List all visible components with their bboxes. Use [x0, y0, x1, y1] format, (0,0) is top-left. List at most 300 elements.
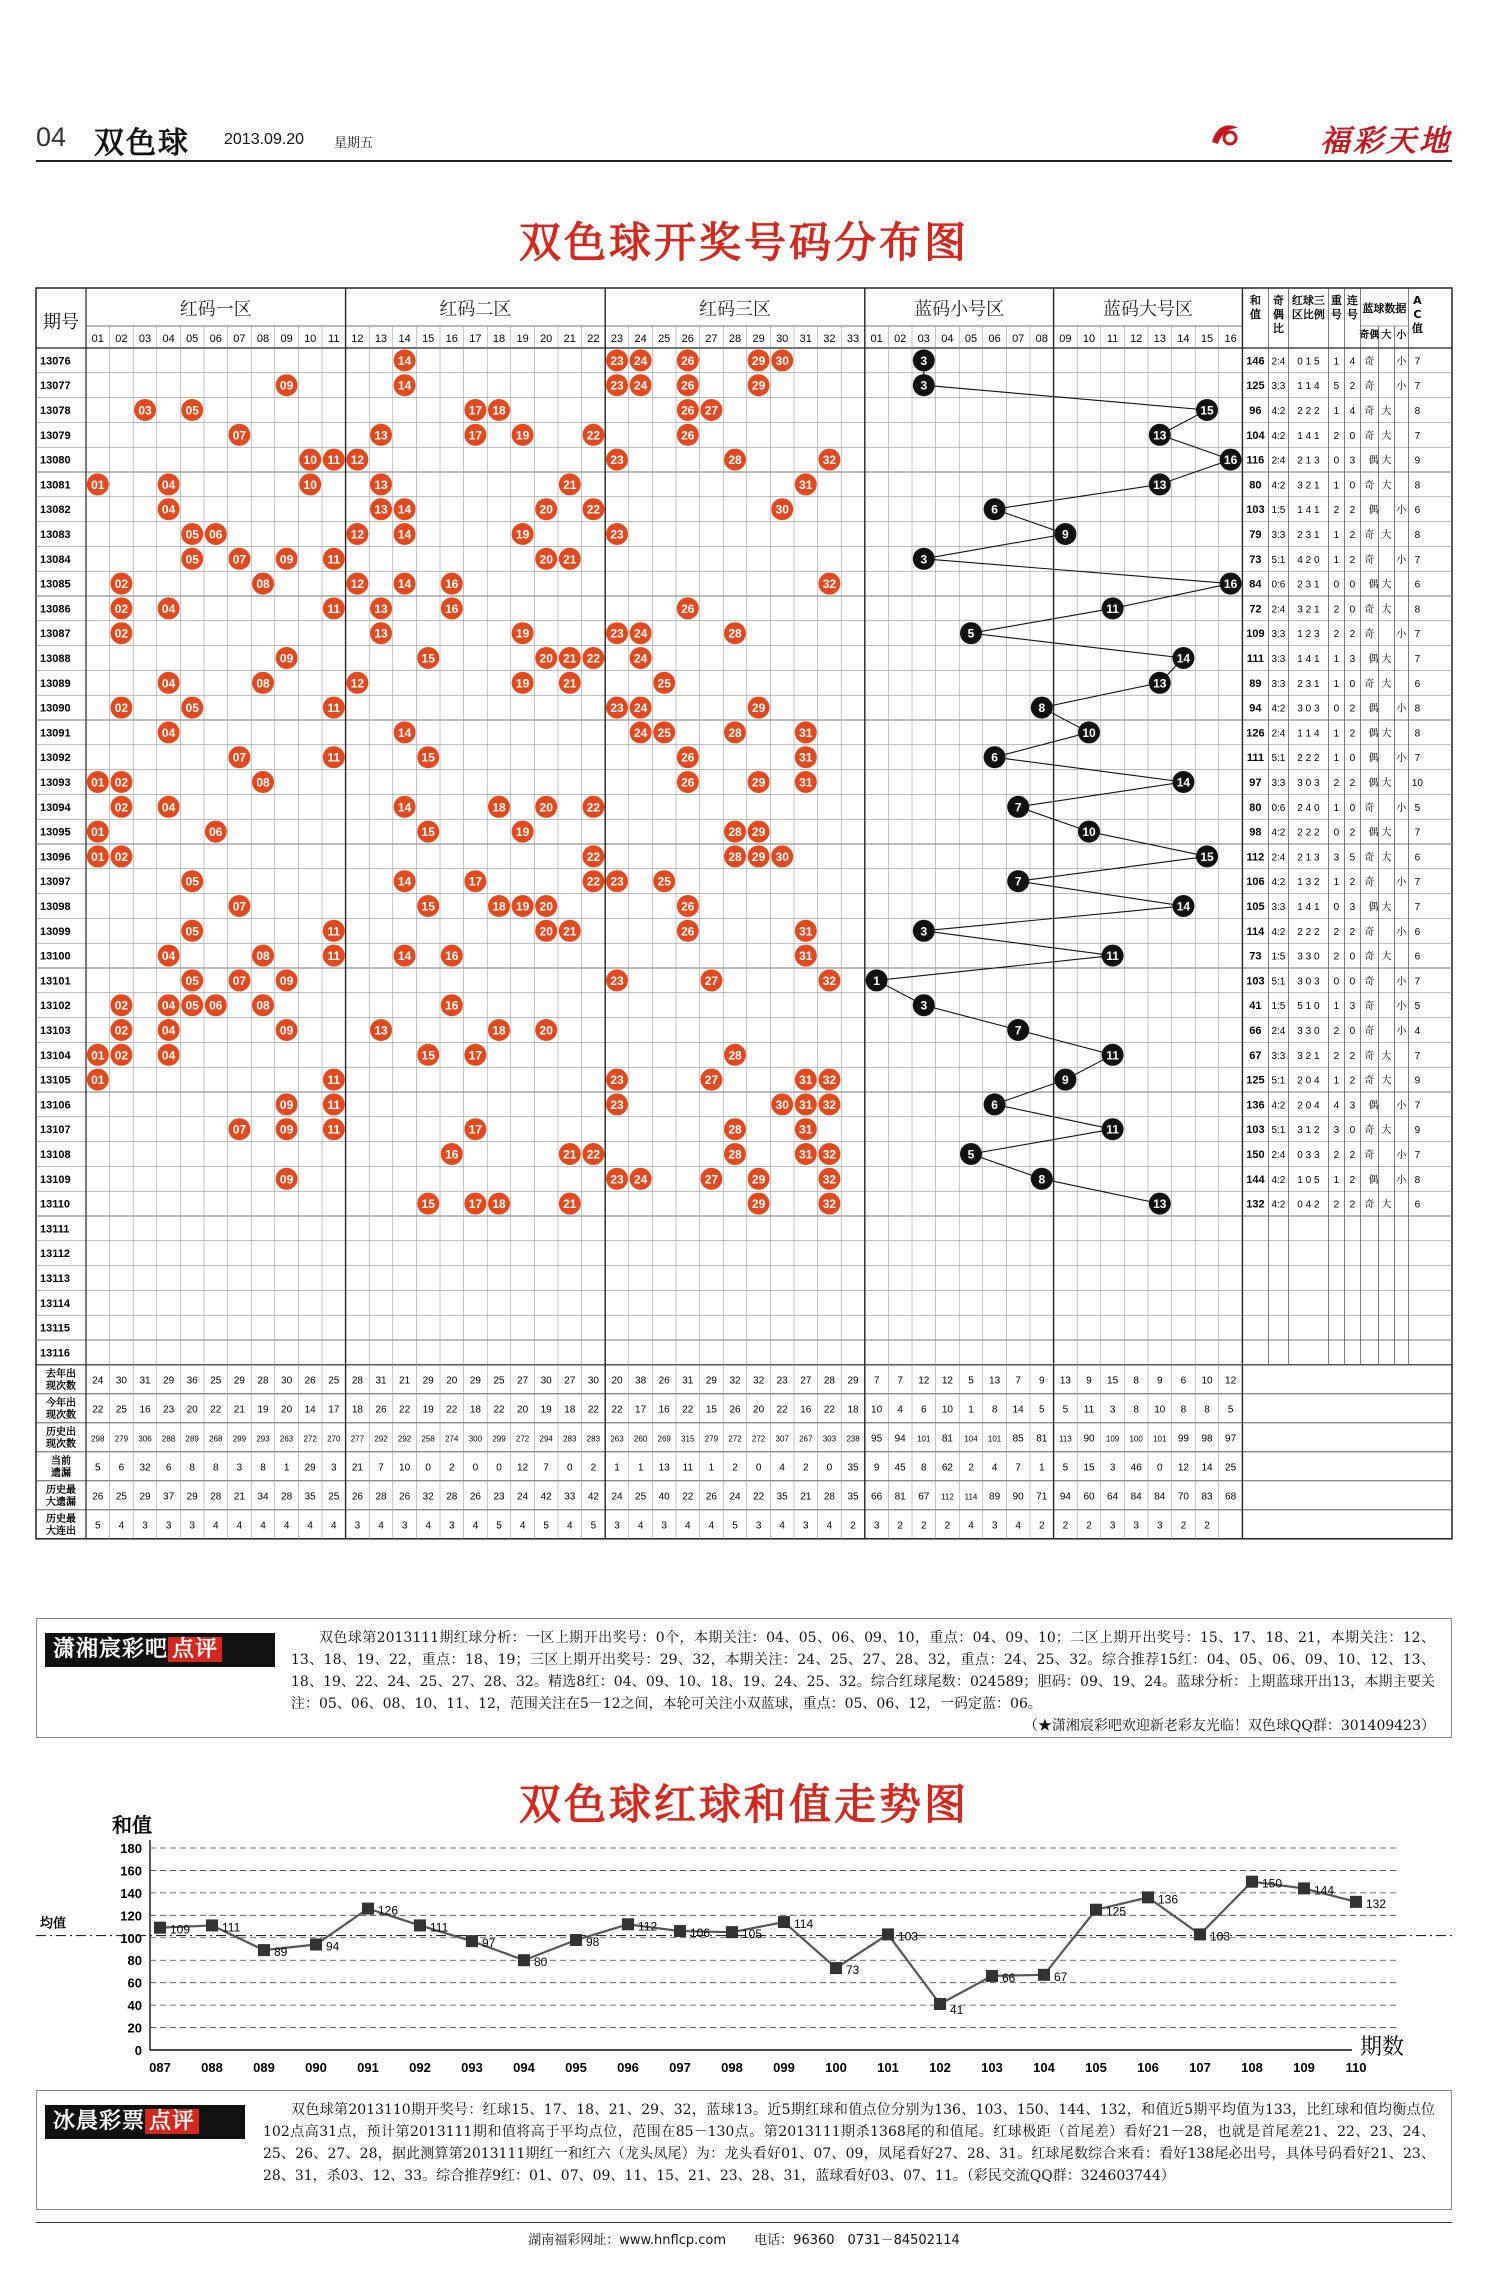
summary-cell: 258	[421, 1434, 435, 1444]
red-ball-number: 28	[728, 453, 742, 468]
summary-cell: 29	[705, 1375, 717, 1387]
trend-xtick: 103	[981, 2060, 1003, 2075]
trend-xtick: 093	[461, 2060, 483, 2075]
blue-ball-number: 7	[1014, 800, 1022, 815]
red-ball-number: 10	[303, 453, 317, 468]
stat-cell: 小	[1396, 802, 1407, 814]
summary-label: 大连出	[46, 1525, 76, 1537]
red-ball-number: 32	[822, 1073, 837, 1088]
summary-cell: 24	[92, 1375, 104, 1387]
comment1-badge-hl: 点评	[168, 1637, 222, 1662]
stat-cell: 105	[1246, 901, 1265, 913]
blue-ball-number: 3	[920, 998, 928, 1013]
red-ball-number: 21	[563, 676, 577, 691]
stat-cell: 大	[1381, 827, 1392, 839]
summary-cell: 31	[682, 1375, 694, 1387]
summary-cell: 4	[283, 1520, 290, 1532]
summary-cell: 5	[1062, 1404, 1069, 1416]
trend-ytick: 80	[127, 1953, 142, 1969]
stat-cell: 小	[1396, 976, 1407, 988]
red-ball-number: 24	[633, 651, 648, 666]
red-ball-number: 23	[610, 378, 624, 393]
red-ball-number: 22	[586, 502, 601, 517]
trend-point	[414, 1919, 426, 1931]
stat-cell: 7	[1414, 381, 1421, 393]
stat-cell: 1	[1333, 480, 1340, 492]
summary-cell: 38	[635, 1375, 647, 1387]
red-ball-number: 24	[633, 378, 648, 393]
summary-label: 历史出	[46, 1426, 76, 1438]
summary-cell: 28	[823, 1491, 835, 1503]
stat-cell: 3	[1349, 902, 1356, 913]
red-ball-number: 02	[114, 701, 129, 716]
red-ball-number: 18	[492, 403, 506, 418]
summary-cell: 279	[114, 1434, 129, 1444]
stat-cell: 奇	[1364, 877, 1375, 889]
summary-cell: 12	[517, 1462, 529, 1474]
red-ball-number: 01	[91, 775, 105, 790]
stat-cell: 2	[1333, 1050, 1340, 1062]
column-number: 33	[846, 333, 860, 345]
stat-cell: 2 3 1	[1297, 678, 1320, 690]
red-ball-number: 08	[256, 775, 270, 790]
summary-cell: 0	[472, 1462, 479, 1474]
summary-cell: 4	[307, 1520, 313, 1532]
red-ball-number: 21	[563, 1197, 577, 1212]
summary-cell: 260	[633, 1434, 648, 1444]
blue-ball-number: 6	[991, 502, 998, 517]
summary-cell: 21	[800, 1491, 812, 1503]
stat-cell: 66	[1249, 1025, 1262, 1037]
stat-cell: 1 1 4	[1297, 728, 1320, 740]
blue-ball-number: 3	[920, 378, 928, 393]
stat-cell: 0	[1333, 703, 1340, 715]
red-ball-number: 23	[610, 353, 624, 368]
summary-cell: 298	[91, 1434, 105, 1444]
red-ball-number: 17	[468, 403, 483, 418]
summary-cell: 300	[468, 1434, 483, 1444]
stat-cell: 3	[1333, 1125, 1340, 1137]
summary-cell: 42	[540, 1491, 552, 1503]
stat-cell: 2	[1333, 951, 1340, 963]
stat-cell: 104	[1246, 429, 1265, 442]
stat-cell: 奇	[1364, 802, 1375, 814]
red-ball-number: 05	[185, 998, 199, 1013]
red-ball-number: 18	[492, 1023, 506, 1038]
red-ball-number: 04	[161, 1023, 176, 1038]
summary-cell: 3	[189, 1520, 195, 1532]
column-number: 32	[823, 333, 836, 345]
blue-sub-header: 大	[1381, 330, 1392, 341]
summary-label: 历史最	[46, 1513, 76, 1525]
stat-cell: 偶	[1368, 902, 1379, 913]
red-ball-number: 23	[610, 701, 624, 716]
column-number: 06	[988, 333, 1001, 345]
summary-cell: 13	[989, 1375, 1001, 1387]
red-ball-number: 32	[822, 1172, 837, 1187]
issue-cell: 13113	[40, 1273, 70, 1285]
stat-header: 奇	[1272, 294, 1284, 307]
stat-cell: 1 2 3	[1297, 629, 1320, 641]
stat-cell: 7	[1414, 430, 1421, 442]
blue-sub-header: 奇偶	[1359, 330, 1380, 341]
comment2-badge-hl: 点评	[145, 2109, 199, 2134]
trend-point-label: 89	[274, 1945, 288, 1960]
red-ball-number: 20	[539, 924, 553, 939]
summary-cell: 6	[118, 1462, 125, 1474]
stat-cell: 3	[1349, 455, 1356, 467]
summary-cell: 21	[233, 1404, 245, 1416]
summary-cell: 22	[399, 1404, 411, 1416]
trend-xtick: 109	[1293, 2060, 1315, 2075]
red-ball-number: 24	[633, 626, 648, 641]
red-ball-number: 01	[91, 825, 105, 840]
stat-header: 红球三	[1291, 294, 1325, 307]
red-ball-number: 08	[256, 577, 270, 592]
red-ball-number: 11	[327, 1097, 341, 1112]
trend-point-label: 105	[742, 1927, 763, 1942]
trend-ytick: 160	[120, 1863, 142, 1879]
grid-frame	[36, 288, 1452, 1539]
stat-header: C	[1413, 308, 1422, 321]
trend-ytick: 120	[120, 1908, 142, 1924]
trend-point	[726, 1926, 738, 1938]
red-ball-number: 11	[327, 601, 341, 616]
trend-ytick: 20	[127, 2020, 142, 2036]
summary-cell: 26	[399, 1491, 411, 1503]
summary-label: 去年出	[46, 1368, 76, 1380]
summary-cell: 84	[1130, 1491, 1142, 1503]
stat-cell: 114	[1246, 925, 1265, 938]
summary-cell: 277	[350, 1434, 365, 1444]
summary-cell: 20	[186, 1404, 198, 1416]
trend-point	[466, 1935, 478, 1947]
summary-cell: 25	[493, 1375, 505, 1387]
blue-ball-number: 13	[1153, 676, 1167, 691]
stat-cell: 79	[1249, 529, 1262, 541]
summary-cell: 263	[279, 1434, 294, 1444]
red-ball-number: 14	[397, 502, 412, 517]
trend-point-label: 125	[1106, 1904, 1127, 1919]
red-ball-number: 24	[633, 1172, 648, 1187]
trend-point-label: 114	[794, 1917, 814, 1932]
column-number: 13	[374, 333, 388, 345]
summary-cell: 4	[826, 1520, 833, 1532]
stat-cell: 小	[1396, 629, 1407, 641]
summary-cell: 299	[492, 1434, 506, 1444]
red-ball-number: 09	[279, 1023, 294, 1038]
summary-cell: 4	[260, 1520, 266, 1532]
summary-cell: 5	[95, 1520, 101, 1532]
stat-cell: 小	[1396, 1026, 1407, 1037]
red-ball-number: 19	[515, 825, 530, 840]
stat-cell: 0	[1349, 579, 1356, 591]
red-ball-number: 07	[232, 428, 247, 443]
stat-cell: 大	[1381, 654, 1392, 665]
stat-cell: 0 1 5	[1297, 356, 1320, 368]
stat-cell: 103	[1246, 975, 1265, 988]
summary-cell: 269	[657, 1434, 671, 1444]
stat-cell: 6	[1414, 579, 1421, 591]
trend-point-label: 150	[1262, 1876, 1283, 1891]
summary-cell: 8	[260, 1462, 266, 1474]
stat-cell: 5	[1349, 852, 1356, 864]
summary-cell: 25	[1225, 1462, 1237, 1474]
stat-header: 偶	[1272, 308, 1284, 321]
stat-cell: 2 2 2	[1297, 926, 1320, 938]
issue-cell: 13079	[40, 429, 71, 442]
summary-cell: 2	[1204, 1520, 1210, 1532]
stat-cell: 小	[1396, 1100, 1407, 1112]
trend-point-label: 111	[222, 1920, 241, 1935]
stat-cell: 6	[1414, 505, 1421, 517]
summary-cell: 35	[847, 1462, 859, 1474]
summary-cell: 4	[378, 1520, 384, 1532]
red-ball-number: 14	[397, 378, 412, 393]
stat-cell: 5:1	[1271, 976, 1286, 988]
comment1-text	[291, 1627, 1435, 1737]
blue-ball-number: 11	[1106, 1048, 1119, 1063]
column-number: 14	[398, 333, 411, 345]
red-ball-number: 17	[468, 428, 483, 443]
red-ball-number: 02	[114, 601, 129, 616]
section-title: 双色球	[94, 126, 190, 161]
summary-cell: 22	[776, 1404, 788, 1416]
stat-cell: 2	[1333, 926, 1340, 938]
summary-cell: 6	[921, 1404, 927, 1416]
summary-cell: 3	[1109, 1404, 1116, 1416]
summary-cell: 7	[897, 1375, 903, 1387]
stat-cell: 94	[1249, 702, 1262, 715]
stat-cell: 7	[1414, 1150, 1421, 1161]
red-ball-number: 20	[539, 1023, 553, 1038]
stat-cell: 106	[1246, 876, 1265, 889]
red-ball-number: 31	[799, 750, 813, 765]
summary-cell: 22	[823, 1404, 835, 1416]
red-ball-number: 05	[185, 701, 199, 716]
red-ball-number: 32	[822, 1147, 837, 1162]
red-ball-number: 13	[374, 428, 388, 443]
summary-label: 历史最	[46, 1484, 76, 1496]
column-number: 12	[1130, 333, 1143, 345]
stat-cell: 1	[1333, 877, 1340, 889]
red-ball-number: 23	[610, 453, 624, 468]
zone-label: 蓝码大号区	[1103, 299, 1193, 320]
summary-label: 现次数	[46, 1409, 76, 1421]
issue-cell: 13108	[40, 1149, 71, 1161]
trend-point	[934, 1998, 946, 2010]
column-number: 04	[941, 333, 954, 345]
stat-cell: 3:3	[1271, 1050, 1286, 1062]
page-number: 04	[36, 122, 67, 152]
summary-cell: 6	[1180, 1375, 1187, 1387]
stat-cell: 奇	[1364, 1026, 1375, 1037]
summary-cell: 2	[897, 1520, 903, 1532]
blue-ball-number: 7	[1014, 1023, 1022, 1038]
column-number: 23	[610, 333, 624, 345]
stat-cell: 2	[1333, 604, 1340, 616]
issue-cell: 13100	[40, 950, 71, 963]
red-ball-number: 17	[468, 874, 483, 889]
blue-ball-number: 10	[1082, 725, 1096, 740]
red-ball-number: 04	[161, 502, 176, 517]
issue-cell: 13084	[40, 553, 71, 566]
trend-xtick: 095	[565, 2060, 587, 2075]
summary-cell: 94	[894, 1433, 906, 1445]
stat-cell: 5:1	[1271, 1125, 1286, 1137]
stat-cell: 2 4 0	[1297, 802, 1320, 814]
stat-cell: 7	[1414, 356, 1421, 368]
stat-cell: 8	[1414, 703, 1421, 715]
summary-cell: 283	[586, 1434, 601, 1444]
stat-cell: 奇	[1364, 480, 1375, 492]
issue-cell: 13076	[40, 355, 71, 368]
column-number: 07	[233, 333, 246, 345]
stat-cell: 1	[1333, 530, 1340, 541]
column-number: 14	[1177, 333, 1190, 345]
summary-cell: 2	[449, 1462, 455, 1474]
trend-point-label: 144	[1314, 1883, 1335, 1898]
red-ball-number: 05	[185, 924, 199, 939]
stat-cell: 2	[1349, 703, 1356, 715]
red-ball-number: 08	[256, 998, 270, 1013]
stat-cell: 3 2 1	[1297, 604, 1320, 616]
column-number: 26	[681, 333, 694, 345]
red-ball-number: 10	[303, 477, 317, 492]
red-ball-number: 04	[161, 676, 176, 691]
stat-cell: 4	[1414, 1026, 1421, 1037]
red-ball-number: 06	[209, 825, 223, 840]
stat-cell: 奇	[1364, 406, 1375, 417]
stat-cell: 2	[1333, 1026, 1340, 1037]
stat-cell: 奇	[1364, 356, 1375, 368]
summary-cell: 3	[1133, 1520, 1139, 1532]
summary-cell: 104	[964, 1434, 978, 1444]
red-ball-number: 31	[799, 775, 813, 790]
red-ball-number: 22	[586, 428, 601, 443]
issue-cell: 13112	[40, 1248, 70, 1261]
stat-cell: 0 4 2	[1297, 1199, 1320, 1211]
red-ball-number: 15	[421, 825, 435, 840]
blue-ball-number: 5	[967, 626, 975, 641]
summary-cell: 29	[139, 1491, 151, 1503]
red-ball-number: 25	[657, 874, 671, 889]
stat-cell: 6	[1414, 926, 1421, 938]
issue-cell: 13077	[40, 380, 71, 393]
summary-cell: 2	[850, 1520, 856, 1532]
stat-cell: 偶	[1368, 827, 1379, 839]
stat-cell: 7	[1414, 827, 1421, 839]
stat-cell: 奇	[1364, 1075, 1375, 1087]
column-number: 22	[587, 333, 600, 345]
stat-cell: 2	[1349, 530, 1356, 541]
comment2-body: 双色球第2013110期开奖号：红球15、17、18、21、29、32，蓝球13。近5期红球和值点位分别为136、103、150、144、132，和值近5期平均值为133，比红球和值均衡点位102点高31点，预计第2013111期和值将高于平均点位，范围在85－130点。第2013111期杀1368尾的和值尾。红球极距（首尾差）看好21－28，也就是首尾差21、22、23、24、25、26、27、28，据此测算第2013111期红一和红六（龙头凤尾）为：龙头看好01、07、09，凤尾看好27、28、31。红球尾数综合来看：看好138尾必出号，具体号码看好21、23、28、31，杀03、12、33。综合推荐9红：01、07、09、11、15、21、23、28、31，蓝球看好03、07、11。（彩民交流QQ群：324603744）	[263, 2102, 1435, 2184]
summary-cell: 15	[1107, 1375, 1119, 1387]
summary-cell: 14	[1201, 1462, 1213, 1474]
summary-cell: 26	[304, 1375, 316, 1387]
stat-cell: 偶	[1368, 753, 1379, 765]
stat-cell: 136	[1246, 1099, 1265, 1112]
red-ball-number: 11	[327, 701, 341, 716]
summary-cell: 35	[304, 1491, 316, 1503]
stat-cell: 111	[1246, 653, 1264, 665]
stat-cell: 0	[1333, 827, 1340, 839]
summary-cell: 272	[303, 1434, 317, 1444]
summary-cell: 3	[873, 1520, 880, 1532]
trend-point	[674, 1925, 686, 1937]
issue-cell: 13094	[40, 801, 71, 814]
issue-cell: 13111	[40, 1223, 70, 1236]
stat-cell: 大	[1381, 480, 1392, 492]
stat-cell: 7	[1414, 1100, 1421, 1112]
trend-point	[518, 1954, 530, 1966]
summary-cell: 1	[708, 1462, 715, 1474]
summary-cell: 94	[1059, 1491, 1071, 1503]
summary-cell: 3	[449, 1520, 455, 1532]
red-ball-number: 19	[515, 626, 530, 641]
red-ball-number: 11	[327, 1073, 341, 1088]
summary-cell: 268	[209, 1434, 223, 1444]
issue-cell: 13085	[40, 578, 71, 591]
column-number: 24	[634, 333, 647, 345]
red-ball-number: 07	[232, 973, 247, 988]
red-ball-number: 15	[421, 1197, 435, 1212]
stat-cell: 2 2 2	[1297, 753, 1320, 765]
red-ball-number: 26	[681, 428, 695, 443]
summary-cell: 32	[753, 1375, 765, 1387]
stat-cell: 2	[1349, 1150, 1356, 1161]
page-footer	[36, 2222, 1452, 2248]
red-ball-number: 06	[209, 998, 223, 1013]
summary-cell: 11	[682, 1462, 693, 1474]
stat-cell: 3 3 0	[1297, 1026, 1320, 1037]
red-ball-number: 32	[822, 1197, 837, 1212]
red-ball-number: 32	[822, 577, 837, 592]
stat-cell: 7	[1414, 976, 1421, 988]
comment1-body: 双色球第2013111期红球分析：一区上期开出奖号：0个，本期关注：04、05、06、09、10，重点：04、09、10；二区上期开出奖号：15、17、18、21，本期关注：12、13、18、19、22，重点：18、19；三区上期开出奖号：29、32，本期关注：24、25、27、28、32，重点：24、25、32。综合推荐15红：04、05、06、09、10、12、13、18、19、22、24、25、27、28、32。精选8红：04、09、10、18、19、24、25、32。综合红球尾数：024589；胆码：09、19、24。蓝球分析：上期蓝球开出13，本期主要关注：05、06、08、10、11、12，范围关注在5－12之间，本轮可关注小双蓝球，重点：05、06、12，一码定蓝：06。	[291, 1630, 1435, 1712]
blue-ball-number: 3	[920, 552, 928, 567]
column-number: 15	[1200, 333, 1214, 345]
red-ball-number: 29	[751, 353, 766, 368]
trend-point	[1142, 1891, 1154, 1903]
stat-cell: 小	[1396, 877, 1407, 889]
summary-cell: 9	[1086, 1375, 1092, 1387]
summary-cell: 28	[281, 1491, 293, 1503]
summary-cell: 5	[1039, 1404, 1045, 1416]
red-ball-number: 02	[114, 775, 129, 790]
issue-cell: 13086	[40, 603, 71, 616]
issue-cell: 13116	[40, 1347, 70, 1360]
trend-xtick: 102	[929, 2060, 951, 2075]
issue-cell: 13083	[40, 529, 71, 541]
summary-cell: 2	[921, 1520, 927, 1532]
stat-cell: 1 3 2	[1297, 877, 1320, 889]
stat-cell: 大	[1381, 778, 1392, 789]
summary-cell: 8	[213, 1462, 219, 1474]
column-number: 13	[1153, 333, 1166, 345]
red-ball-number: 26	[681, 750, 695, 765]
summary-cell: 5	[496, 1520, 502, 1532]
red-ball-number: 11	[327, 949, 341, 964]
summary-cell: 20	[611, 1375, 623, 1387]
red-ball-number: 07	[232, 750, 247, 765]
summary-cell: 113	[1059, 1434, 1072, 1444]
summary-cell: 306	[138, 1434, 152, 1444]
red-ball-number: 21	[563, 1147, 577, 1162]
stat-cell: 96	[1249, 405, 1262, 417]
summary-cell: 90	[1083, 1433, 1095, 1445]
stat-cell: 1 0 5	[1297, 1174, 1320, 1186]
